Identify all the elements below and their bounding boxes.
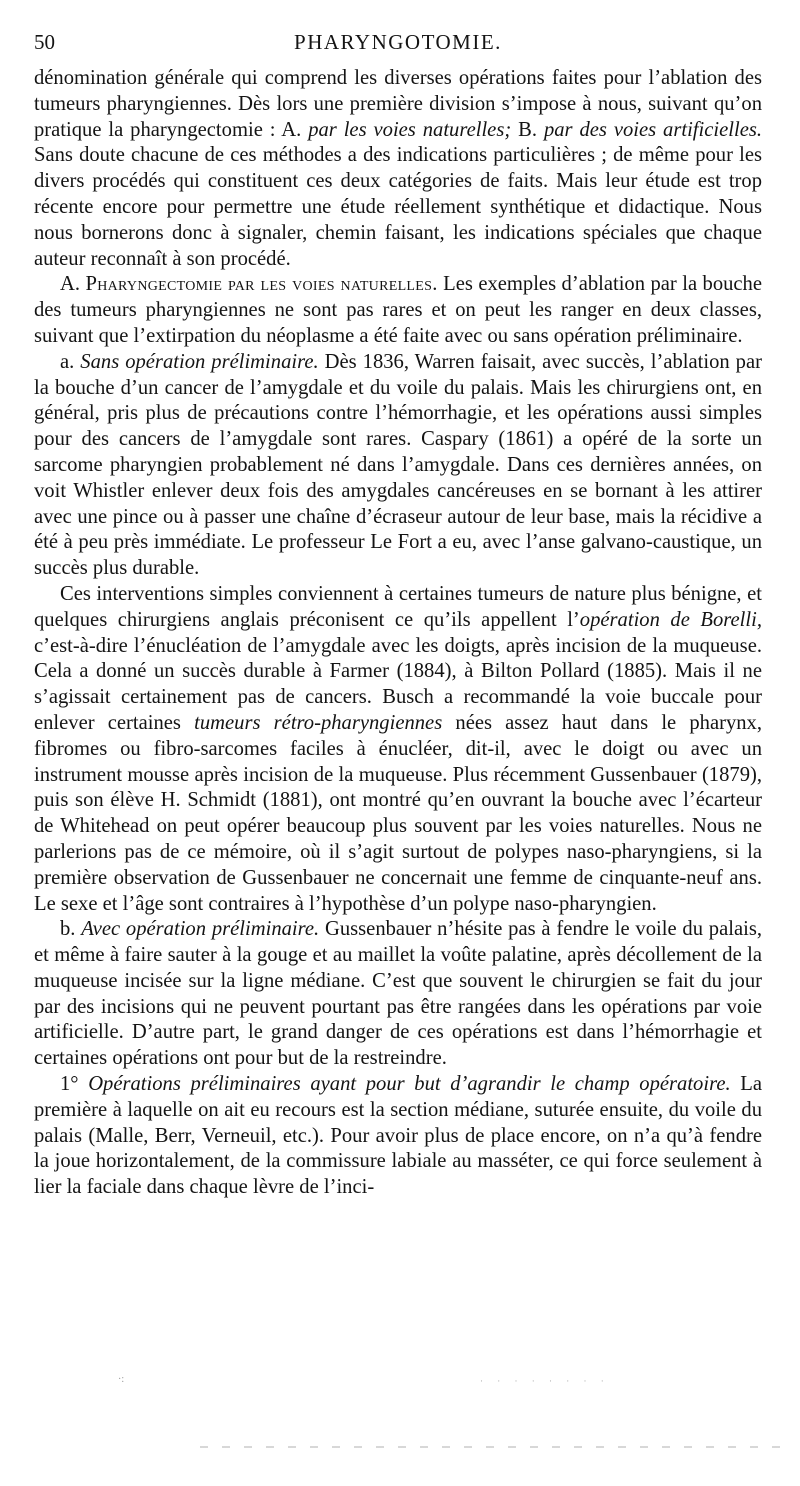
subsection-heading: Sans opération préliminaire. [80,350,319,373]
body-text [34,66,762,1201]
running-title: PHARYNGOTOMIE. [294,30,502,54]
page-number: 50 [34,30,55,54]
page [34,30,762,1201]
section-a-paragraph: A. Pharyngectomie par les voies naturelles. Les exemples d’ablation par la bouche des tumeurs pharyngiennes ne sont pas rares et on peut les ranger en deux classes, suivant que l’extirpation du néoplasme a été faite avec ou sans opération préliminaire. [34,273,762,347]
subsection-a-paragraph: a. Sans opération préliminaire. Dès 1836, Warren faisait, avec succès, l’ablation par la bouche d’un cancer de l’amygdale et du voile du palais. Mais les chirurgiens ont, en général, pris plus de précautions contre l’hémorrhagie, et les opérations aussi simples pour des cancers de l’amygdale sont rares. Caspary (1861) a opéré de la sorte un sarcome pharyngien probablement né dans l’amygdale. Dans ces dernières années, on voit Whistler enlever deux fois des amygdales cancéreuses en se bornant à les attirer avec une pince ou à passer une chaîne d’écraseur autour de leur base, mais la récidive a été à peu près immédiate. Le professeur Le Fort a eu, avec l’anse galvano-caustique, un succès plus durable. [34,350,762,580]
page-header [34,30,762,66]
section-heading: Pharyngectomie par les voies naturelles. [85,273,438,296]
paragraph-intro: dénomination générale qui comprend les diverses opérations faites pour l’ablation des tumeurs pharyngiennes. Dès lors une première division s’impose à nous, suivant qu’on pratique la pharyngectomie : A. par les voies naturelles; B. par des voies artificielles. Sans doute chacune de ces méthodes a des indications particulières ; de même pour les divers procédés qui constituent ces deux catégories de faits. Mais leur étude est trop récente encore pour permettre une étude réellement synthétique et didactique. Nous nous bornerons donc à signaler, chemin faisant, les indications spéciales que chaque auteur reconnaît à son procédé. [34,67,763,270]
borelli-paragraph: Ces interventions simples conviennent à certaines tumeurs de nature plus bénigne, et quelques chirurgiens anglais préconisent ce qu’ils appellent l’opération de Borelli, c’est-à-dire l’énucléation de l’amygdale avec les doigts, après incision de la muqueuse. Cela a donné un succès durable à Farmer (1884), à Bilton Pollard (1885). Mais il ne s’agissait certainement pas de cancers. Busch a recommandé la voie buccale pour enlever certaines tumeurs rétro-pharyngiennes nées assez haut dans le pharynx, fibromes ou fibro-sarcomes faciles à énucléer, dit-il, avec le doigt ou avec un instrument mousse après incision de la muqueuse. Plus récemment Gussenbauer (1879), puis son élève H. Schmidt (1881), ont montré qu’en ouvrant la bouche avec l’écarteur de Whitehead on peut opérer beaucoup plus souvent par les voies naturelles. Nous ne parlerions pas de ce mémoire, où il s’agit surtout de polypes naso-pharyngiens, si la première observation de Gussenbauer ne concernait une femme de cinquante-neuf ans. Le sexe et l’âge sont contraires à l’hypothèse d’un polype naso-pharyngien. [34,582,763,915]
print-specks: ·: · · · · · · · · [118,1374,610,1386]
subsection-heading: Avec opération préliminaire. [81,918,320,941]
bottom-bleed-through [200,1446,780,1448]
subsection-heading: Opérations préliminaires ayant pour but d’agrandir le champ opératoire. [88,1073,731,1096]
preliminary-operations-paragraph: 1° Opérations préliminaires ayant pour but d’agrandir le champ opératoire. La première à laquelle on ait eu recours est la section médiane, suturée ensuite, du voile du palais (Malle, Berr, Verneuil, etc.). Pour avoir plus de place encore, on n’a qu’à fendre la joue horizontalement, de la commissure labiale au masséter, ce qui force seulement à lier la faciale dans chaque lèvre de l’inci- [34,1073,762,1199]
subsection-b-paragraph: b. Avec opération préliminaire. Gussenbauer n’hésite pas à fendre le voile du palais, et même à faire sauter à la gouge et au maillet la voûte palatine, après décollement de la muqueuse incisée sur la ligne médiane. C’est que souvent le chirurgien se fait du jour par des incisions qui ne peuvent pourtant pas être rangées dans les opérations par voie artificielle. D’autre part, le grand danger de ces opérations est dans l’hémorrhagie et certaines opérations ont pour but de la restreindre. [34,918,762,1070]
